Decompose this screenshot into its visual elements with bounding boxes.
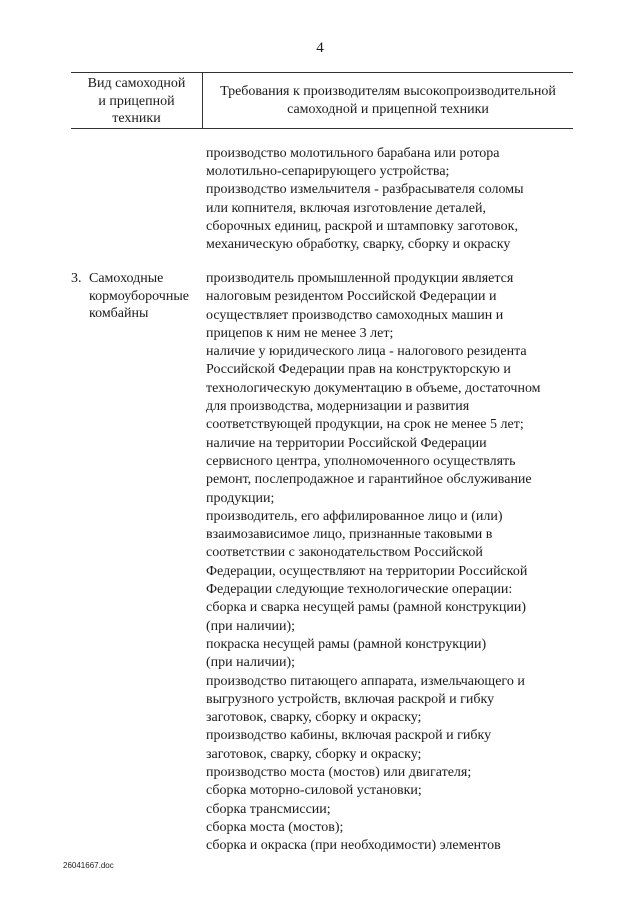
text-line: комбайны	[89, 306, 149, 321]
row-number: 3.	[71, 271, 82, 286]
text-line: и прицепной	[98, 93, 175, 109]
text-line: техники	[112, 111, 161, 126]
text-line: соответствующей продукции, на срок не менее 5 лет;	[206, 417, 524, 433]
header-bottom-rule	[71, 128, 573, 129]
text-line: механическую обработку, сварку, сборку и окраску	[206, 237, 511, 253]
row-vehicle-type	[89, 270, 207, 323]
text-line: (при наличии);	[206, 655, 296, 671]
text-line: Требования к производителям высокопроизводительной	[220, 84, 556, 99]
text-line: сборка трансмиссии;	[206, 801, 331, 817]
table-header	[71, 72, 573, 129]
text-line: покраска несущей рамы (рамной конструкции)	[206, 636, 487, 652]
text-line: производство молотильного барабана или ротора	[206, 146, 500, 161]
text-line: кормоуборочные	[89, 288, 189, 304]
row-requirements	[206, 270, 586, 856]
text-line: заготовок, сварку, сборку и окраску;	[206, 710, 422, 726]
text-line: выгрузного устройств, включая раскрой и гибку	[206, 691, 495, 707]
text-line: сборка и окраска (при необходимости) элементов	[206, 838, 501, 854]
text-line: Вид самоходной	[87, 76, 186, 91]
header-requirements	[203, 83, 573, 118]
text-line: наличие на территории Российской Федерации	[206, 435, 487, 451]
page-number: 4	[316, 40, 324, 56]
text-line: сборка и сварка несущей рамы (рамной конструкции)	[206, 600, 527, 616]
text-line: сборочных единиц, раскрой и штамповку заготовок,	[206, 218, 518, 234]
footer-doc-code: 26041667.doc	[63, 861, 114, 870]
text-line: соответствии с законодательством Российской	[206, 545, 483, 561]
text-line: сборка моста (мостов);	[206, 819, 344, 835]
text-line: налоговым резидентом Российской Федерации и	[206, 289, 497, 305]
text-line: прицепов к ним не менее 3 лет;	[206, 325, 394, 341]
text-line: наличие у юридического лица - налогового резидента	[206, 344, 527, 360]
header-vehicle-type	[71, 75, 202, 128]
text-line: производство питающего аппарата, измельчающего и	[206, 673, 525, 689]
text-line: Федерации, осуществляют на территории Российской	[206, 563, 528, 579]
text-line: (при наличии);	[206, 618, 296, 634]
text-line: самоходной и прицепной техники	[287, 101, 489, 117]
text-line: сборка моторно-силовой установки;	[206, 783, 422, 799]
continuation-requirements	[206, 145, 586, 254]
text-line: производство кабины, включая раскрой и гибку	[206, 728, 492, 744]
text-line: сервисного центра, уполномоченного осуществлять	[206, 453, 516, 469]
text-line: производитель, его аффилированное лицо и (или)	[206, 508, 503, 524]
text-line: производство моста (мостов) или двигателя;	[206, 765, 472, 781]
text-line: заготовок, сварку, сборку и окраску;	[206, 746, 422, 762]
text-line: для производства, модернизации и развития	[206, 399, 470, 415]
text-line: производство измельчителя - разбрасывателя соломы	[206, 182, 524, 198]
text-line: взаимозависимое лицо, признанные таковыми в	[206, 527, 493, 543]
text-line: Российской Федерации прав на конструкторскую и	[206, 362, 511, 378]
text-line: осуществляет производство самоходных машин и	[206, 307, 504, 323]
text-line: ремонт, послепродажное и гарантийное обслуживание	[206, 472, 532, 488]
header-top-rule	[71, 72, 573, 73]
text-line: или копнителя, включая изготовление деталей,	[206, 200, 486, 216]
text-line: производитель промышленной продукции является	[206, 271, 514, 286]
text-line: Федерации следующие технологические операции:	[206, 582, 513, 598]
text-line: продукции;	[206, 490, 275, 506]
text-line: технологическую документацию в объеме, достаточном	[206, 380, 541, 396]
text-line: Самоходные	[89, 271, 164, 286]
text-line: молотильно-сепарирующего устройства;	[206, 164, 450, 180]
